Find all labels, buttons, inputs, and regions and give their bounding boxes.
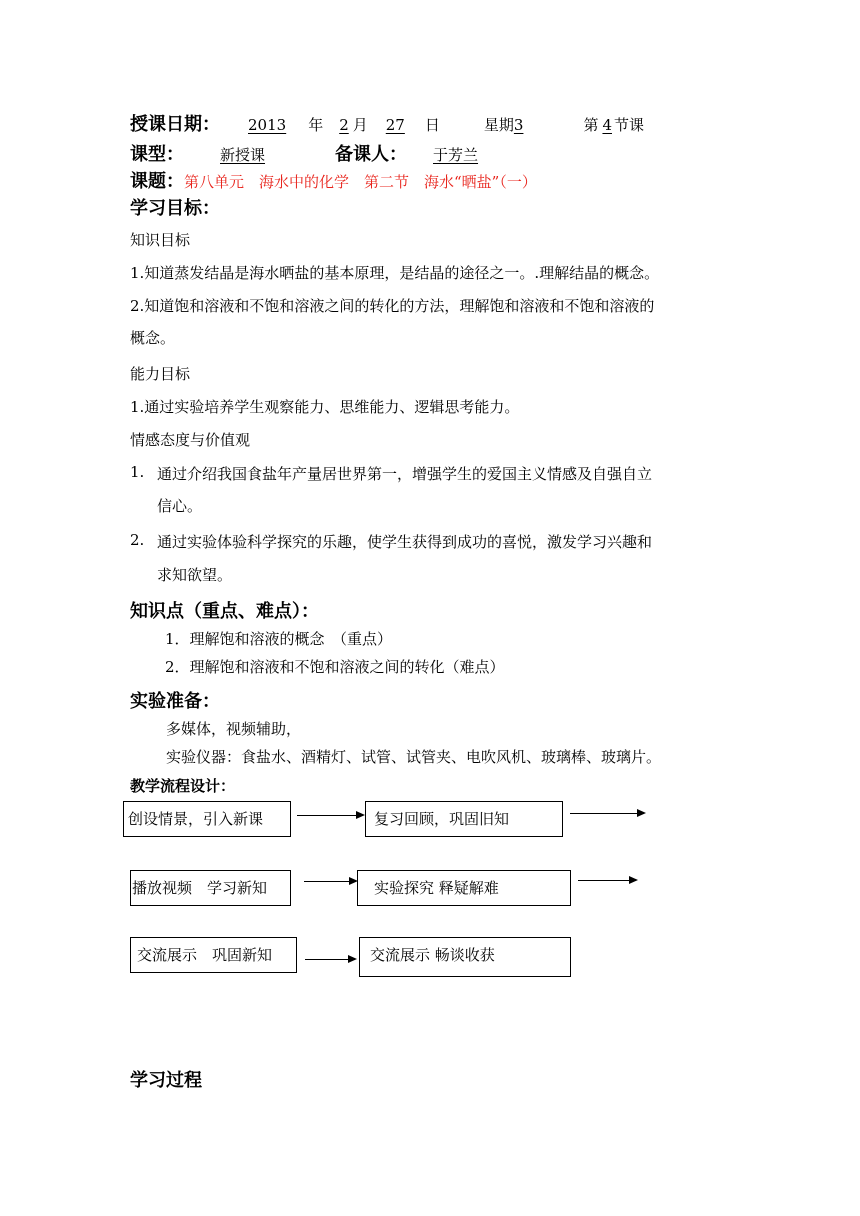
preparation-line-2: 实验仪器：食盐水、酒精灯、试管、试管夹、电吹风机、玻璃棒、玻璃片。 [166, 748, 662, 766]
knowledge-heading: 知识目标 [130, 231, 191, 249]
preparation-line-1: 多媒体，视频辅助， [166, 720, 302, 738]
preparation-heading: 实验准备： [130, 691, 220, 712]
year-value: 2013 [248, 116, 287, 134]
period-suffix: 节课 [614, 116, 645, 134]
flow-arrow-4 [578, 880, 636, 881]
period-value: 4 [602, 116, 612, 134]
key-point-1: 1．理解饱和溶液的概念 （重点） [165, 630, 393, 648]
topic-label: 课题： [130, 171, 184, 192]
day-value: 27 [385, 116, 405, 134]
month-value: 2 [339, 116, 349, 134]
process-heading: 学习过程 [130, 1070, 202, 1091]
ability-heading: 能力目标 [130, 365, 191, 383]
header-type-line [130, 140, 488, 166]
flow-box-5: 交流展示 巩固新知 [130, 937, 297, 973]
type-value: 新授课 [220, 146, 266, 164]
preparer-value: 于芳兰 [433, 146, 479, 164]
weekday-label: 星期 [483, 116, 514, 134]
flow-arrow-2 [570, 813, 644, 814]
emotion-item-2-number: 2. [130, 531, 145, 549]
day-unit: 日 [424, 116, 440, 134]
emotion-item-1-line-2: 信心。 [157, 497, 203, 515]
objectives-heading: 学习目标： [130, 198, 220, 219]
header-date-line [130, 110, 644, 136]
ability-item-1: 1.通过实验培养学生观察能力、思维能力、逻辑思考能力。 [130, 398, 520, 416]
emotion-item-2-line-2: 求知欲望。 [157, 566, 233, 584]
topic-value: 第八单元 海水中的化学 第二节 海水“晒盐”（一） [184, 173, 537, 191]
knowledge-item-1: 1.知道蒸发结晶是海水晒盐的基本原理，是结晶的途径之一。.理解结晶的概念。 [130, 264, 660, 282]
key-points-heading: 知识点（重点、难点）： [130, 601, 319, 622]
flow-box-4: 实验探究 释疑解难 [357, 870, 571, 906]
flow-box-1: 创设情景，引入新课 [123, 801, 291, 837]
weekday-value: 3 [513, 116, 524, 134]
month-unit: 月 [352, 116, 368, 134]
emotion-heading: 情感态度与价值观 [130, 431, 251, 449]
flow-arrow-5 [305, 959, 355, 960]
flow-box-3: 播放视频 学习新知 [130, 870, 291, 906]
flow-heading: 教学流程设计： [130, 777, 236, 795]
type-label: 课型： [130, 144, 184, 165]
flow-arrow-3 [304, 881, 356, 882]
flow-box-2: 复习回顾，巩固旧知 [365, 801, 563, 837]
knowledge-item-2-line-1: 2.知道饱和溶液和不饱和溶液之间的转化的方法，理解饱和溶液和不饱和溶液的 [130, 297, 655, 315]
emotion-item-2-line-1: 通过实验体验科学探究的乐趣，使学生获得到成功的喜悦，激发学习兴趣和 [157, 533, 653, 551]
date-label: 授课日期： [130, 114, 220, 135]
header-topic-line [130, 167, 537, 193]
knowledge-item-2-line-2: 概念。 [130, 329, 176, 347]
emotion-item-1-line-1: 通过介绍我国食盐年产量居世界第一，增强学生的爱国主义情感及自强自立 [157, 465, 653, 483]
flow-arrow-1 [297, 815, 363, 816]
year-unit: 年 [308, 116, 324, 134]
flow-box-6: 交流展示 畅谈收获 [359, 937, 571, 977]
key-point-2: 2．理解饱和溶液和不饱和溶液之间的转化（难点） [165, 658, 505, 676]
emotion-item-1-number: 1. [130, 463, 145, 481]
preparer-label: 备课人： [335, 144, 408, 165]
period-prefix: 第 [583, 116, 599, 134]
